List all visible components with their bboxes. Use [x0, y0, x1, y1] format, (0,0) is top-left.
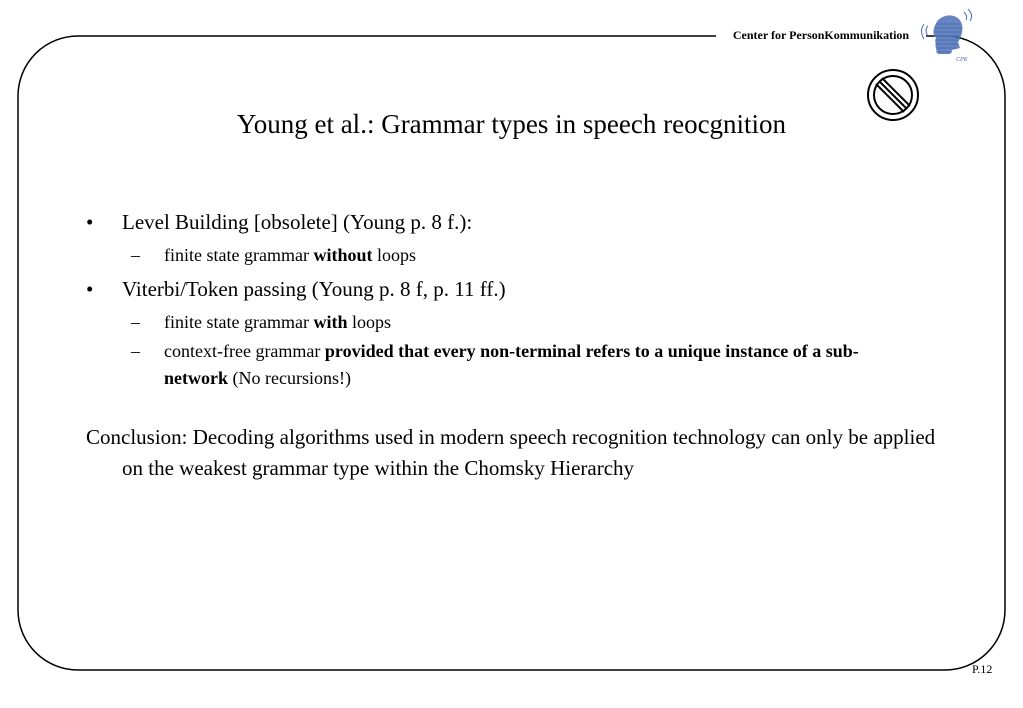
sub-bullet-item	[86, 242, 956, 269]
sub-text-bold: with	[313, 312, 348, 332]
sub-text: (No recursions!)	[228, 368, 351, 388]
bullet-mark: •	[86, 210, 94, 234]
bullet-text: Level Building [obsolete] (Young p. 8 f.):	[122, 210, 473, 234]
sub-bullet-item	[86, 309, 956, 336]
sub-text: finite state grammar	[164, 245, 314, 265]
logo-text: CPK	[956, 57, 968, 63]
sub-text: context-free grammar	[164, 341, 325, 361]
bullet-text: Viterbi/Token passing (Young p. 8 f, p. 11 ff.)	[122, 277, 506, 301]
slide-content	[86, 208, 956, 484]
dash-mark: –	[131, 341, 140, 361]
page-number: P.12	[972, 662, 993, 676]
sub-text-bold: provided that every non-terminal refers to a unique instance of a sub-network	[164, 341, 859, 388]
sub-text: finite state grammar	[164, 312, 314, 332]
bullet-item	[86, 208, 956, 236]
dash-mark: –	[131, 312, 140, 332]
cpk-logo-icon	[918, 6, 980, 64]
bullet-item	[86, 275, 956, 303]
sub-text: loops	[372, 245, 416, 265]
sub-bullet-item	[86, 338, 956, 392]
bullet-mark: •	[86, 277, 94, 301]
sub-text-bold: without	[313, 245, 373, 265]
dash-mark: –	[131, 245, 140, 265]
organization-name: Center for PersonKommunikation	[716, 28, 926, 42]
conclusion-text: Conclusion: Decoding algorithms used in modern speech recognition technology can only be applied on the weakest grammar type within the Chomsky Hierarchy	[86, 425, 936, 480]
sub-text: loops	[347, 312, 391, 332]
slide-title: Young et al.: Grammar types in speech reocgnition	[236, 109, 787, 139]
